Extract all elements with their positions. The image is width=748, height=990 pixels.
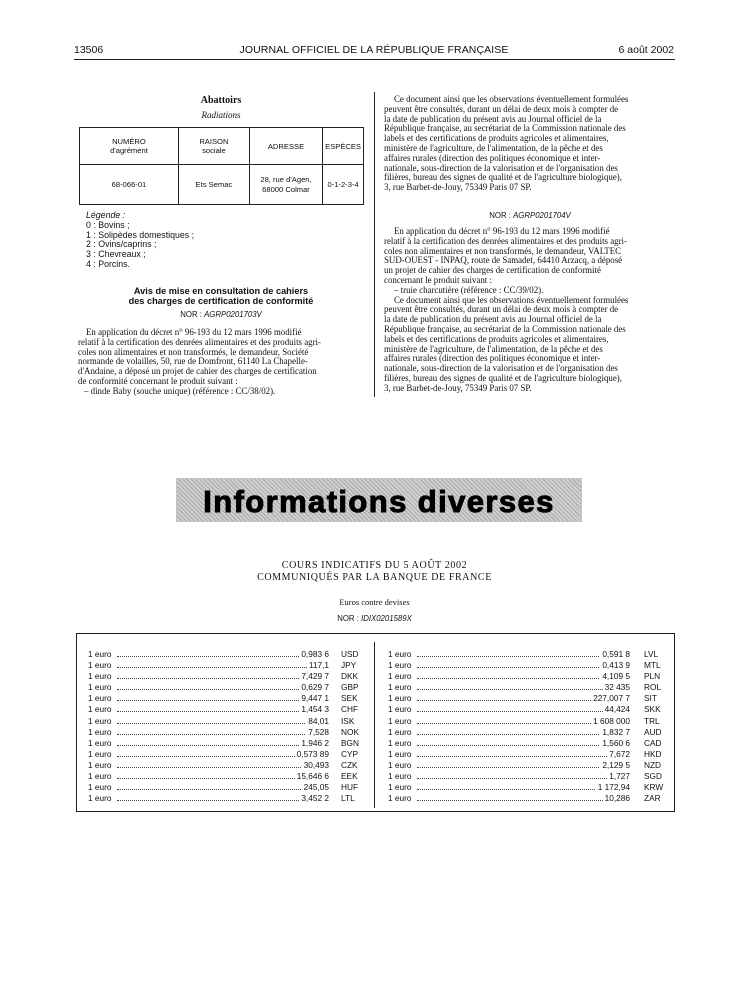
rate-value: 4,109 5 bbox=[602, 671, 630, 682]
dot-leader bbox=[417, 767, 629, 768]
rate-row bbox=[388, 749, 664, 760]
rate-label: 1 euro bbox=[88, 782, 112, 793]
currency-code: EEK bbox=[341, 771, 358, 782]
currency-code: BGN bbox=[341, 737, 359, 748]
rate-row bbox=[88, 716, 362, 727]
rate-value: 0,983 6 bbox=[301, 649, 329, 659]
rate-label: 1 euro bbox=[88, 649, 112, 659]
rate-row bbox=[88, 738, 362, 749]
section-subtitle-radiations: Radiations bbox=[201, 110, 241, 120]
rate-row bbox=[88, 671, 362, 682]
currency-code: CZK bbox=[341, 759, 358, 770]
col-header-raison: RAISON sociale bbox=[178, 128, 249, 165]
rate-label: 1 euro bbox=[388, 660, 412, 671]
dot-leader bbox=[417, 734, 629, 735]
rate-label: 1 euro bbox=[88, 771, 112, 782]
currency-code: KRW bbox=[644, 782, 664, 793]
dot-leader bbox=[117, 678, 327, 679]
rates-list-left bbox=[88, 649, 362, 804]
rates-list-right bbox=[388, 649, 664, 804]
table-row bbox=[80, 165, 364, 205]
currency-code: SIT bbox=[644, 693, 657, 704]
currency-code: CHF bbox=[341, 704, 359, 715]
rate-row bbox=[88, 771, 362, 782]
currency-code: SEK bbox=[341, 693, 358, 704]
rate-label: 1 euro bbox=[388, 793, 412, 804]
rate-row bbox=[388, 649, 664, 660]
rate-label: 1 euro bbox=[388, 682, 412, 693]
currency-code: USD bbox=[341, 649, 359, 659]
currency-code: NZD bbox=[644, 759, 662, 770]
currency-code: ZAR bbox=[644, 793, 661, 804]
rate-value: 0,591 8 bbox=[602, 649, 630, 659]
rate-row bbox=[88, 749, 362, 760]
banner-title: Informations diverses bbox=[203, 484, 555, 519]
rate-label: 1 euro bbox=[388, 704, 412, 715]
nor-reference: NOR : AGRP0201703V bbox=[180, 310, 262, 319]
rate-value: 245,05 bbox=[303, 782, 329, 793]
cours-title-line1: COURS INDICATIFS DU 5 AOÛT 2002 bbox=[281, 560, 468, 571]
currency-code: SGD bbox=[644, 771, 662, 782]
currency-code: CAD bbox=[644, 737, 662, 748]
legend-item: 2 : Ovins/caprins ; bbox=[86, 239, 157, 250]
rates-divider bbox=[374, 642, 375, 808]
dot-leader bbox=[417, 711, 629, 712]
page-number: 13506 bbox=[74, 44, 104, 56]
legend-title: Légende : bbox=[86, 210, 126, 220]
currency-code: CYP bbox=[341, 748, 359, 759]
rate-row bbox=[88, 660, 362, 671]
col-header-adresse: ADRESSE bbox=[249, 128, 322, 165]
currency-code: LTL bbox=[341, 793, 355, 804]
rate-value: 1,832 7 bbox=[602, 726, 630, 737]
cours-title-line2: COMMUNIQUÉS PAR LA BANQUE DE FRANCE bbox=[257, 572, 492, 583]
rate-label: 1 euro bbox=[388, 693, 412, 704]
rate-value: 3,452 2 bbox=[301, 793, 329, 804]
rate-label: 1 euro bbox=[88, 671, 112, 682]
avis-paragraph-2: En application du décret n° 96-193 du 12 mars 1996 modifié relatif à la certification des denrées alimentaires et des produits agri- coles non alimentaires et non transformés, le demandeur, VALTEC SUD-OUEST - INPAQ, route de Samadet, 64410 Arzacq, a déposé un projet de cahier des charges de certification de conformité concernant le produit suivant : – truie charcutière (référence : CC/39/02). Ce document ainsi que les observations éventuellement formulées peuvent être consultés, durant un délai de deux mois à compter de la date de publication du présent avis au Journal officiel de la République française, au secrétariat de la Commission nationale des labels et des certifications de produits agricoles et alimentaires, ministère de l'agriculture, de l'alimentation, de la pêche et des affaires rurales (direction des politiques économique et inter- nationale, sous-direction de la valorisation et de l'organisation des filières, bureau des signes de qualité et de l'agriculture biologique), 3, rue Barbet-de-Jouy, 75349 Paris 07 SP. bbox=[384, 226, 629, 393]
rate-row bbox=[88, 682, 362, 693]
rate-label: 1 euro bbox=[88, 726, 112, 737]
nor-reference: NOR : IDIX0201589X bbox=[337, 614, 412, 623]
currency-code: LVL bbox=[644, 649, 659, 659]
issue-date: 6 août 2002 bbox=[618, 44, 674, 56]
rate-value: 1 608 000 bbox=[593, 715, 630, 726]
rate-value: 1 172,94 bbox=[597, 782, 630, 793]
journal-title: JOURNAL OFFICIEL DE LA RÉPUBLIQUE FRANÇAISE bbox=[239, 44, 509, 56]
rate-value: 7,429 7 bbox=[301, 671, 329, 682]
currency-code: MTL bbox=[644, 660, 661, 671]
rate-row bbox=[88, 704, 362, 715]
rate-label: 1 euro bbox=[388, 671, 412, 682]
cell-adresse: 28, rue d'Agen, 68000 Colmar bbox=[249, 165, 322, 205]
rate-label: 1 euro bbox=[388, 748, 412, 759]
dot-leader bbox=[117, 800, 327, 801]
header-rule bbox=[74, 59, 675, 60]
rate-label: 1 euro bbox=[88, 715, 112, 726]
rate-value: 84,01 bbox=[308, 715, 329, 726]
rate-row bbox=[388, 793, 664, 804]
dot-leader bbox=[117, 667, 327, 668]
section-title-abattoirs: Abattoirs bbox=[200, 95, 242, 106]
rate-row bbox=[88, 782, 362, 793]
consultation-paragraph: Ce document ainsi que les observations éventuellement formulées peuvent être consultés, durant un délai de deux mois à compter de la date de publication du présent avis au Journal officiel de la République française, au secrétariat de la Commission nationale des labels et des certifications de produits agricoles et alimentaires, ministère de l'agriculture, de l'alimentation, de la pêche et des affaires rurales (direction des politiques économique et inter- nationale, sous-direction de la valorisation et de l'organisation des filières, bureau des signes de qualité et de l'agriculture biologique), 3, rue Barbet-de-Jouy, 75349 Paris 07 SP. bbox=[384, 94, 629, 193]
rate-label: 1 euro bbox=[88, 682, 112, 693]
rate-row bbox=[388, 727, 664, 738]
rate-value: 227,007 7 bbox=[593, 693, 630, 704]
rate-row bbox=[388, 716, 664, 727]
rate-row bbox=[388, 660, 664, 671]
dot-leader bbox=[117, 767, 327, 768]
rate-row bbox=[388, 738, 664, 749]
rate-value: 0,629 7 bbox=[301, 682, 329, 693]
rate-value: 1,946 2 bbox=[301, 737, 329, 748]
rate-row bbox=[388, 671, 664, 682]
rate-row bbox=[388, 782, 664, 793]
dot-leader bbox=[117, 723, 327, 724]
dot-leader bbox=[417, 689, 629, 690]
rate-label: 1 euro bbox=[388, 782, 412, 793]
dot-leader bbox=[117, 700, 327, 701]
rate-label: 1 euro bbox=[88, 693, 112, 704]
col-header-numero: NUMÉRO d'agrément bbox=[80, 128, 179, 165]
rate-value: 10,286 bbox=[604, 793, 630, 804]
rate-label: 1 euro bbox=[388, 649, 412, 659]
avis-paragraph: En application du décret n° 96-193 du 12 mars 1996 modifié relatif à la certification des denrées alimentaires et des produits agri- coles non alimentaires et non transformés, le demandeur, Société normande de volailles, 50, rue de Domfront, 61140 La Chapelle- d'Andaine, a déposé un projet de cahier des charges de certification de conformité concernant le produit suivant : – dinde Baby (souche unique) (référence : CC/38/02). bbox=[78, 327, 321, 396]
dot-leader bbox=[417, 667, 629, 668]
legend bbox=[86, 211, 372, 270]
dot-leader bbox=[417, 678, 629, 679]
cell-raison: Ets Semac bbox=[178, 165, 249, 205]
rate-value: 0,413 9 bbox=[602, 660, 630, 671]
rate-row bbox=[388, 760, 664, 771]
rate-label: 1 euro bbox=[88, 660, 112, 671]
rate-label: 1 euro bbox=[88, 793, 112, 804]
rate-value: 1,727 bbox=[609, 771, 630, 782]
rate-label: 1 euro bbox=[388, 771, 412, 782]
legend-item: 1 : Solipèdes domestiques ; bbox=[86, 229, 195, 240]
rate-label: 1 euro bbox=[388, 715, 412, 726]
rate-label: 1 euro bbox=[388, 726, 412, 737]
currency-code: TRL bbox=[644, 715, 660, 726]
nor-reference: NOR : AGRP0201704V bbox=[489, 211, 571, 220]
rate-value: 0,573 89 bbox=[296, 748, 329, 759]
rate-value: 9,447 1 bbox=[301, 693, 329, 704]
rate-row bbox=[88, 760, 362, 771]
rate-row bbox=[88, 793, 362, 804]
col-header-especes: ESPÈCES bbox=[323, 128, 364, 165]
rate-value: 7,528 bbox=[308, 726, 329, 737]
rate-label: 1 euro bbox=[88, 704, 112, 715]
rate-row bbox=[88, 649, 362, 660]
dot-leader bbox=[417, 745, 629, 746]
dot-leader bbox=[117, 689, 327, 690]
currency-code: PLN bbox=[644, 671, 661, 682]
rate-value: 2,129 5 bbox=[602, 759, 630, 770]
rate-value: 30,493 bbox=[303, 759, 329, 770]
currency-code: HUF bbox=[341, 782, 359, 793]
rate-row bbox=[388, 693, 664, 704]
rate-label: 1 euro bbox=[88, 759, 112, 770]
cours-subtitle: Euros contre devises bbox=[339, 597, 410, 607]
section-banner bbox=[176, 478, 582, 522]
dot-leader bbox=[117, 734, 327, 735]
cell-especes: 0-1-2-3-4 bbox=[323, 165, 364, 205]
currency-code: HKD bbox=[644, 748, 662, 759]
rate-value: 15,646 6 bbox=[296, 771, 329, 782]
rate-label: 1 euro bbox=[388, 759, 412, 770]
rate-label: 1 euro bbox=[88, 737, 112, 748]
dot-leader bbox=[417, 656, 629, 657]
cell-numero: 68-066-01 bbox=[80, 165, 179, 205]
legend-item: 3 : Chevreaux ; bbox=[86, 249, 146, 260]
column-divider bbox=[374, 92, 375, 397]
dot-leader bbox=[117, 656, 327, 657]
legend-item: 4 : Porcins. bbox=[86, 258, 131, 269]
rate-label: 1 euro bbox=[388, 737, 412, 748]
currency-code: AUD bbox=[644, 726, 662, 737]
currency-code: DKK bbox=[341, 671, 359, 682]
currency-code: JPY bbox=[341, 660, 357, 671]
dot-leader bbox=[117, 745, 327, 746]
rate-value: 117,1 bbox=[308, 660, 329, 671]
rate-row bbox=[388, 704, 664, 715]
table-header-row bbox=[80, 128, 364, 165]
currency-code: ISK bbox=[341, 715, 355, 726]
dot-leader bbox=[417, 800, 629, 801]
rate-row bbox=[388, 682, 664, 693]
rate-value: 32 435 bbox=[604, 682, 630, 693]
dot-leader bbox=[117, 711, 327, 712]
currency-code: SKK bbox=[644, 704, 661, 715]
rate-row bbox=[388, 771, 664, 782]
rate-value: 44,424 bbox=[604, 704, 630, 715]
dot-leader bbox=[417, 756, 629, 757]
rate-row bbox=[88, 693, 362, 704]
rate-row bbox=[88, 727, 362, 738]
avis-title: Avis de mise en consultation de cahiers des charges de certification de conformité bbox=[128, 286, 314, 306]
currency-code: GBP bbox=[341, 682, 359, 693]
legend-item: 0 : Bovins ; bbox=[86, 219, 130, 230]
dot-leader bbox=[117, 789, 327, 790]
rate-value: 1,560 6 bbox=[602, 737, 630, 748]
radiations-table bbox=[79, 127, 364, 205]
rate-value: 1,454 3 bbox=[301, 704, 329, 715]
rate-value: 7,672 bbox=[609, 748, 630, 759]
page-header bbox=[74, 44, 674, 58]
currency-code: NOK bbox=[341, 726, 359, 737]
dot-leader bbox=[417, 778, 629, 779]
rate-label: 1 euro bbox=[88, 748, 112, 759]
currency-code: ROL bbox=[644, 682, 662, 693]
